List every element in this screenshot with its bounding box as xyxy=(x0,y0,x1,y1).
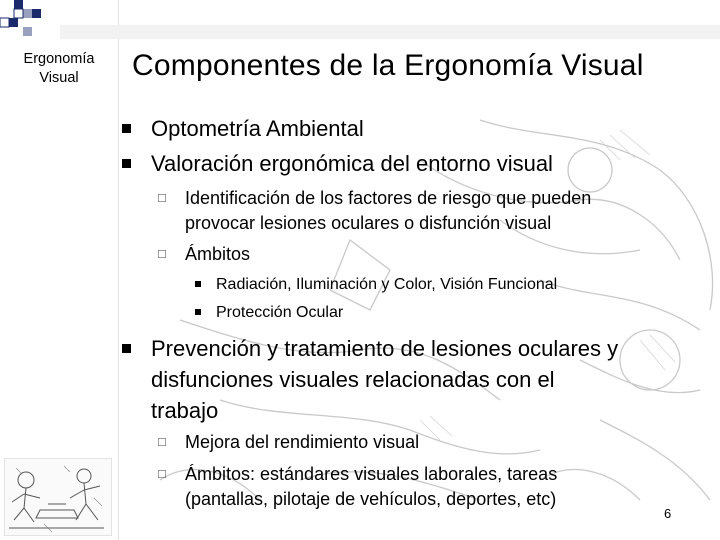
section-label xyxy=(4,50,114,88)
bullet-text: Optometría Ambiental xyxy=(151,116,364,141)
small-square-bullet-icon xyxy=(195,309,201,315)
subbullet-text: Ámbitos xyxy=(185,244,251,264)
hollow-square-bullet-icon: □ xyxy=(158,246,166,261)
small-square-bullet-icon xyxy=(195,281,201,287)
hollow-square-bullet-icon: □ xyxy=(158,434,166,449)
section-label-line1: Ergonomía xyxy=(23,51,95,67)
square-bullet-icon xyxy=(122,344,131,353)
slide-title: Componentes de la Ergonomía Visual xyxy=(132,49,644,82)
bullet-text-line1: Prevención y tratamiento de lesiones oculares y xyxy=(151,336,619,361)
subsubbullet-text: Protección Ocular xyxy=(216,304,344,321)
sidebar xyxy=(0,0,119,540)
bullet-text: Valoración ergonómica del entorno visual xyxy=(151,151,553,176)
square-bullet-icon xyxy=(122,159,131,168)
hollow-square-bullet-icon: □ xyxy=(158,190,166,205)
subbullet-text: Mejora del rendimiento visual xyxy=(185,432,420,452)
title-decoration-rule xyxy=(0,25,720,39)
bullet-text-line2: disfunciones visuales relacionadas con el xyxy=(151,367,555,392)
bullet-text-line3: trabajo xyxy=(151,398,219,423)
section-label-line2: Visual xyxy=(39,70,79,86)
subbullet-text-line2: (pantallas, pilotaje de vehículos, deportes, etc) xyxy=(185,489,557,509)
subbullet-text-line1: Identificación de los factores de riesgo que pueden xyxy=(185,188,592,208)
subbullet-text-line2: provocar lesiones oculares o disfunción visual xyxy=(185,213,552,233)
subbullet-text-line1: Ámbitos: estándares visuales laborales, tareas xyxy=(185,464,558,484)
hollow-square-bullet-icon: □ xyxy=(158,466,166,481)
page-number: 6 xyxy=(664,506,672,521)
sidebar-sketch-image xyxy=(4,458,112,536)
square-bullet-icon xyxy=(122,124,131,133)
subsubbullet-text: Radiación, Iluminación y Color, Visión Funcional xyxy=(216,276,558,293)
